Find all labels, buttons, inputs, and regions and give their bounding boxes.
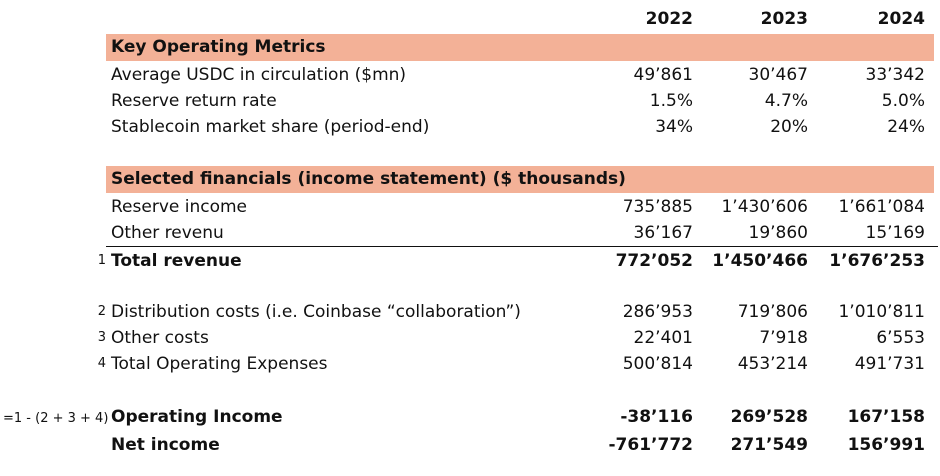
- section-title: Selected financials (income statement) ($ thousands): [111, 169, 626, 189]
- value-2024: 6’553: [876, 328, 925, 348]
- value-2022: 49’861: [633, 65, 693, 85]
- value-2022: 500’814: [622, 354, 693, 374]
- table-row-market-share: [0, 114, 940, 140]
- row-label: Net income: [111, 435, 220, 455]
- year-header-2024: 2024: [877, 9, 925, 29]
- table-row-total-opex: [0, 351, 940, 377]
- value-2022: 772’052: [615, 251, 693, 271]
- row-label: Total revenue: [111, 251, 242, 271]
- table-row-distribution-costs: [0, 299, 940, 325]
- value-2023: 30’467: [748, 65, 808, 85]
- table-row-operating-income: [0, 404, 940, 430]
- row-label: Stablecoin market share (period-end): [111, 117, 430, 137]
- table-row-net-income: [0, 432, 940, 458]
- value-2023: 19’860: [748, 223, 808, 243]
- value-2022: -761’772: [608, 435, 693, 455]
- row-label: Distribution costs (i.e. Coinbase “collaboration”): [111, 302, 521, 322]
- value-2023: 719’806: [737, 302, 808, 322]
- row-label: Other costs: [111, 328, 209, 348]
- value-2023: 269’528: [730, 407, 808, 427]
- value-2022: 735’885: [622, 197, 693, 217]
- value-2024: 24%: [887, 117, 925, 137]
- value-2022: 22’401: [633, 328, 693, 348]
- section-header-financials: [106, 166, 934, 193]
- row-ref: 4: [97, 356, 106, 371]
- table-row-total-revenue: [0, 248, 940, 274]
- value-2023: 453’214: [737, 354, 808, 374]
- row-label: Reserve income: [111, 197, 247, 217]
- row-ref: 1: [97, 253, 106, 268]
- value-2024: 1’676’253: [829, 251, 925, 271]
- section-title: Key Operating Metrics: [111, 37, 326, 57]
- value-2023: 271’549: [730, 435, 808, 455]
- value-2024: 15’169: [865, 223, 925, 243]
- table-row-reserve-income: [0, 194, 940, 220]
- value-2024: 156’991: [847, 435, 925, 455]
- table-row-avg-usdc: [0, 62, 940, 88]
- value-2022: 286’953: [622, 302, 693, 322]
- operating-income-formula: =1 - (2 + 3 + 4): [3, 411, 109, 426]
- row-ref: 3: [97, 330, 106, 345]
- table-row-other-revenue: [0, 220, 940, 246]
- value-2023: 1’430’606: [721, 197, 808, 217]
- value-2024: 1’010’811: [838, 302, 925, 322]
- value-2023: 20%: [770, 117, 808, 137]
- section-header-metrics: [106, 34, 934, 61]
- value-2023: 1’450’466: [712, 251, 808, 271]
- value-2024: 491’731: [854, 354, 925, 374]
- year-header-2023: 2023: [760, 9, 808, 29]
- value-2024: 33’342: [865, 65, 925, 85]
- value-2022: 34%: [655, 117, 693, 137]
- value-2022: -38’116: [620, 407, 693, 427]
- year-header-2022: 2022: [645, 9, 693, 29]
- row-label: Average USDC in circulation ($mn): [111, 65, 407, 85]
- value-2024: 1’661’084: [838, 197, 925, 217]
- table-row-other-costs: [0, 325, 940, 351]
- value-2024: 5.0%: [881, 91, 925, 111]
- value-2023: 4.7%: [764, 91, 808, 111]
- table-row-reserve-return: [0, 88, 940, 114]
- row-label: Reserve return rate: [111, 91, 277, 111]
- total-divider: [106, 246, 938, 247]
- value-2024: 167’158: [847, 407, 925, 427]
- row-label: Other revenu: [111, 223, 224, 243]
- row-label: Operating Income: [111, 407, 283, 427]
- value-2022: 1.5%: [649, 91, 693, 111]
- value-2022: 36’167: [633, 223, 693, 243]
- row-ref: 2: [97, 304, 106, 319]
- row-label: Total Operating Expenses: [111, 354, 328, 374]
- value-2023: 7’918: [759, 328, 808, 348]
